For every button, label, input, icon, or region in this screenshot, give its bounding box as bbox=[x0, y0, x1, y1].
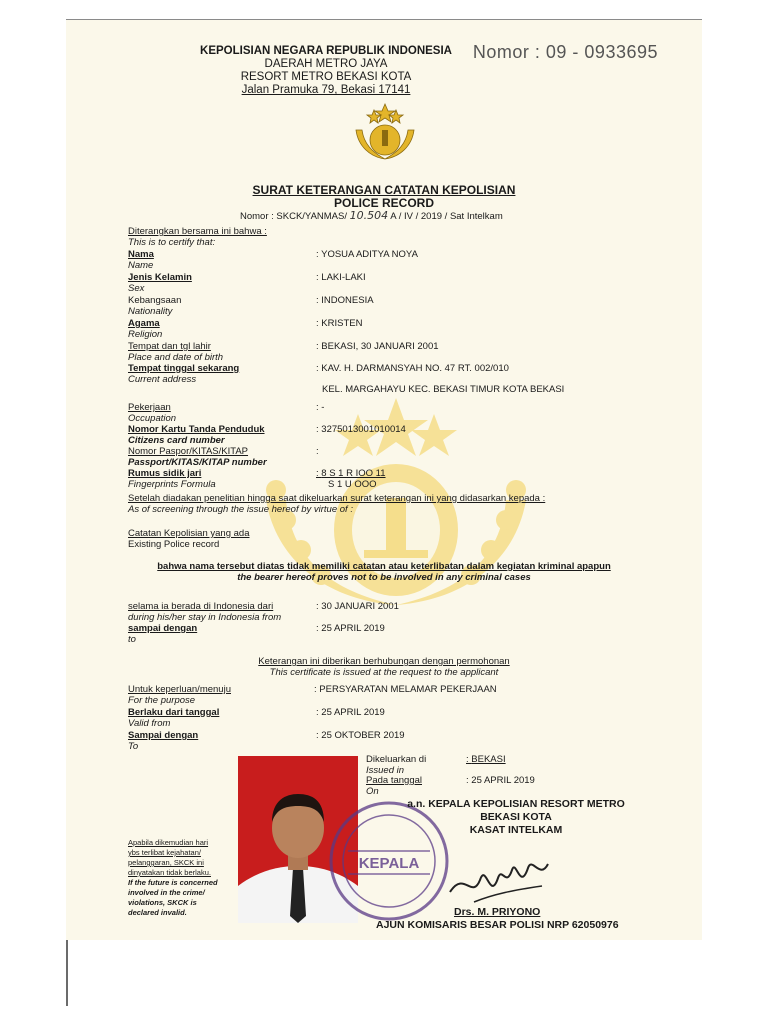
signature-title bbox=[396, 798, 636, 837]
purpose-value: : PERSYARATAN MELAMAR PEKERJAAN bbox=[314, 684, 497, 695]
warning-id bbox=[128, 838, 211, 878]
field-fingerprint-label-en: Fingerprints Formula bbox=[128, 479, 216, 490]
record-id: Catatan Kepolisian yang ada bbox=[128, 528, 250, 539]
header-institution: KEPOLISIAN NEGARA REPUBLIK INDONESIA bbox=[200, 45, 452, 57]
request-id: Keterangan ini diberikan berhubungan dengan permohonan bbox=[258, 656, 510, 667]
police-record-document bbox=[66, 20, 702, 940]
field-occupation-label-en: Occupation bbox=[128, 413, 177, 424]
statement-id: bahwa nama tersebut diatas tidak memiliki catatan atau keterlibatan dalam kegiatan kriminal apapun bbox=[157, 561, 611, 572]
signatory-rank: AJUN KOMISARIS BESAR POLISI NRP 62050976 bbox=[376, 919, 619, 931]
field-name-value: : YOSUA ADITYA NOYA bbox=[316, 249, 418, 260]
valid-to-label: Sampai dengan bbox=[128, 730, 199, 741]
warning-id-line2: ybs terlibat kejahatan/ bbox=[128, 848, 201, 857]
field-sex-label: Jenis Kelamin bbox=[128, 272, 192, 283]
warning-en-line3: violations, SKCK is bbox=[128, 898, 197, 907]
signature-line2: BEKASI KOTA bbox=[480, 811, 552, 823]
stay-from-label: selama ia berada di Indonesia dari bbox=[128, 601, 274, 612]
field-fingerprint-value-line2: S 1 U OOO bbox=[328, 479, 377, 490]
field-passport-label-en: Passport/KITAS/KITAP number bbox=[128, 457, 267, 468]
field-nationality-label: Kebangsaan bbox=[128, 295, 182, 306]
valid-from-label: Berlaku dari tanggal bbox=[128, 707, 220, 718]
stay-from-value: : 30 JANUARI 2001 bbox=[316, 601, 399, 612]
field-address-label-en: Current address bbox=[128, 374, 197, 385]
signatory-name: Drs. M. PRIYONO bbox=[454, 906, 541, 918]
field-idcard-label: Nomor Kartu Tanda Penduduk bbox=[128, 424, 265, 435]
field-nationality-label-en: Nationality bbox=[128, 306, 173, 317]
header-region: DAERAH METRO JAYA bbox=[264, 58, 388, 70]
field-passport-value: : bbox=[316, 446, 319, 457]
warning-en-line1: If the future is concerned bbox=[128, 878, 218, 887]
document-number-suffix: A / IV / 2019 / Sat Intelkam bbox=[390, 211, 503, 222]
intro-id: Diterangkan bersama ini bahwa : bbox=[128, 226, 267, 237]
signature-line1: a.n. KEPALA KEPOLISIAN RESORT METRO bbox=[407, 798, 625, 810]
issued-in-value: : BEKASI bbox=[466, 754, 506, 765]
request-en: This certificate is issued at the request to the applicant bbox=[269, 667, 499, 678]
field-religion-label-en: Religion bbox=[128, 329, 163, 340]
paper-left-edge bbox=[66, 940, 68, 1006]
field-address-label: Tempat tinggal sekarang bbox=[128, 363, 240, 374]
valid-to-value: : 25 OKTOBER 2019 bbox=[316, 730, 405, 741]
field-religion-label: Agama bbox=[128, 318, 160, 329]
field-birth-value: : BEKASI, 30 JANUARI 2001 bbox=[316, 341, 439, 352]
field-religion-value: : KRISTEN bbox=[316, 318, 363, 329]
field-sex-label-en: Sex bbox=[128, 283, 145, 294]
field-address-value: : KAV. H. DARMANSYAH NO. 47 RT. 002/010 bbox=[316, 363, 509, 374]
warning-en bbox=[128, 878, 218, 918]
issued-in-label: Dikeluarkan di bbox=[366, 754, 427, 765]
serial-number: Nomor : 09 - 0933695 bbox=[472, 42, 658, 62]
field-fingerprint-value: : 8 S 1 R IOO 11 bbox=[316, 468, 386, 479]
screening-id: Setelah diadakan penelitian hingga saat dikeluarkan surat keterangan ini yang didasarkan kepada : bbox=[128, 493, 546, 504]
field-birth-label: Tempat dan tgl lahir bbox=[128, 341, 211, 352]
field-name-label-en: Name bbox=[128, 260, 154, 271]
document-number bbox=[240, 209, 503, 222]
field-idcard-label-en: Citizens card number bbox=[128, 435, 225, 446]
warning-id-line3: pelanggaran, SKCK ini bbox=[128, 858, 204, 867]
warning-en-line4: declared invalid. bbox=[128, 908, 187, 917]
document-number-handwritten: 10.504 bbox=[349, 209, 389, 222]
field-name-label: Nama bbox=[128, 249, 154, 260]
field-passport-label: Nomor Paspor/KITAS/KITAP bbox=[128, 446, 249, 457]
valid-from-label-en: Valid from bbox=[128, 718, 171, 729]
stay-to-label: sampai dengan bbox=[128, 623, 198, 634]
valid-from-value: : 25 APRIL 2019 bbox=[316, 707, 385, 718]
stay-from-label-en: during his/her stay in Indonesia from bbox=[128, 612, 282, 623]
field-occupation-label: Pekerjaan bbox=[128, 402, 171, 413]
header-address: Jalan Pramuka 79, Bekasi 17141 bbox=[241, 84, 411, 96]
handwritten-signature-icon bbox=[444, 840, 554, 910]
issued-on-label-en: On bbox=[366, 786, 379, 797]
stamp-text: KEPALA bbox=[358, 855, 420, 872]
warning-id-line4: dinyatakan tidak berlaku. bbox=[128, 868, 211, 877]
police-emblem-icon bbox=[350, 102, 420, 162]
purpose-label-en: For the purpose bbox=[128, 695, 196, 706]
field-idcard-value: : 3275013001010014 bbox=[316, 424, 406, 435]
document-title: SURAT KETERANGAN CATATAN KEPOLISIAN bbox=[252, 183, 516, 197]
field-nationality-value: : INDONESIA bbox=[316, 295, 374, 306]
field-occupation-value: : - bbox=[316, 402, 325, 413]
intro-en: This is to certify that: bbox=[128, 237, 216, 248]
field-address-value-line2: KEL. MARGAHAYU KEC. BEKASI TIMUR KOTA BEKASI bbox=[322, 384, 565, 395]
field-sex-value: : LAKI-LAKI bbox=[316, 272, 366, 283]
document-number-prefix: Nomor : SKCK/YANMAS/ bbox=[240, 211, 347, 222]
valid-to-label-en: To bbox=[128, 741, 139, 752]
screening-en: As of screening through the issue hereof by virtue of : bbox=[128, 504, 353, 515]
field-birth-label-en: Place and date of birth bbox=[128, 352, 224, 363]
warning-en-line2: involved in the crime/ bbox=[128, 888, 205, 897]
purpose-label: Untuk keperluan/menuju bbox=[128, 684, 231, 695]
warning-id-line1: Apabila dikemudian hari bbox=[128, 838, 209, 847]
issued-on-label: Pada tanggal bbox=[366, 775, 422, 786]
stay-to-label-en: to bbox=[128, 634, 136, 645]
header-resort: RESORT METRO BEKASI KOTA bbox=[240, 71, 412, 83]
stay-to-value: : 25 APRIL 2019 bbox=[316, 623, 385, 634]
statement-en: the bearer hereof proves not to be involved in any criminal cases bbox=[237, 572, 531, 583]
issued-on-value: : 25 APRIL 2019 bbox=[466, 775, 535, 786]
field-fingerprint-label: Rumus sidik jari bbox=[128, 468, 202, 479]
issued-in-label-en: Issued in bbox=[366, 765, 405, 776]
signature-line3: KASAT INTELKAM bbox=[469, 824, 563, 836]
record-en: Existing Police record bbox=[128, 539, 220, 550]
document-subtitle: POLICE RECORD bbox=[333, 196, 434, 210]
